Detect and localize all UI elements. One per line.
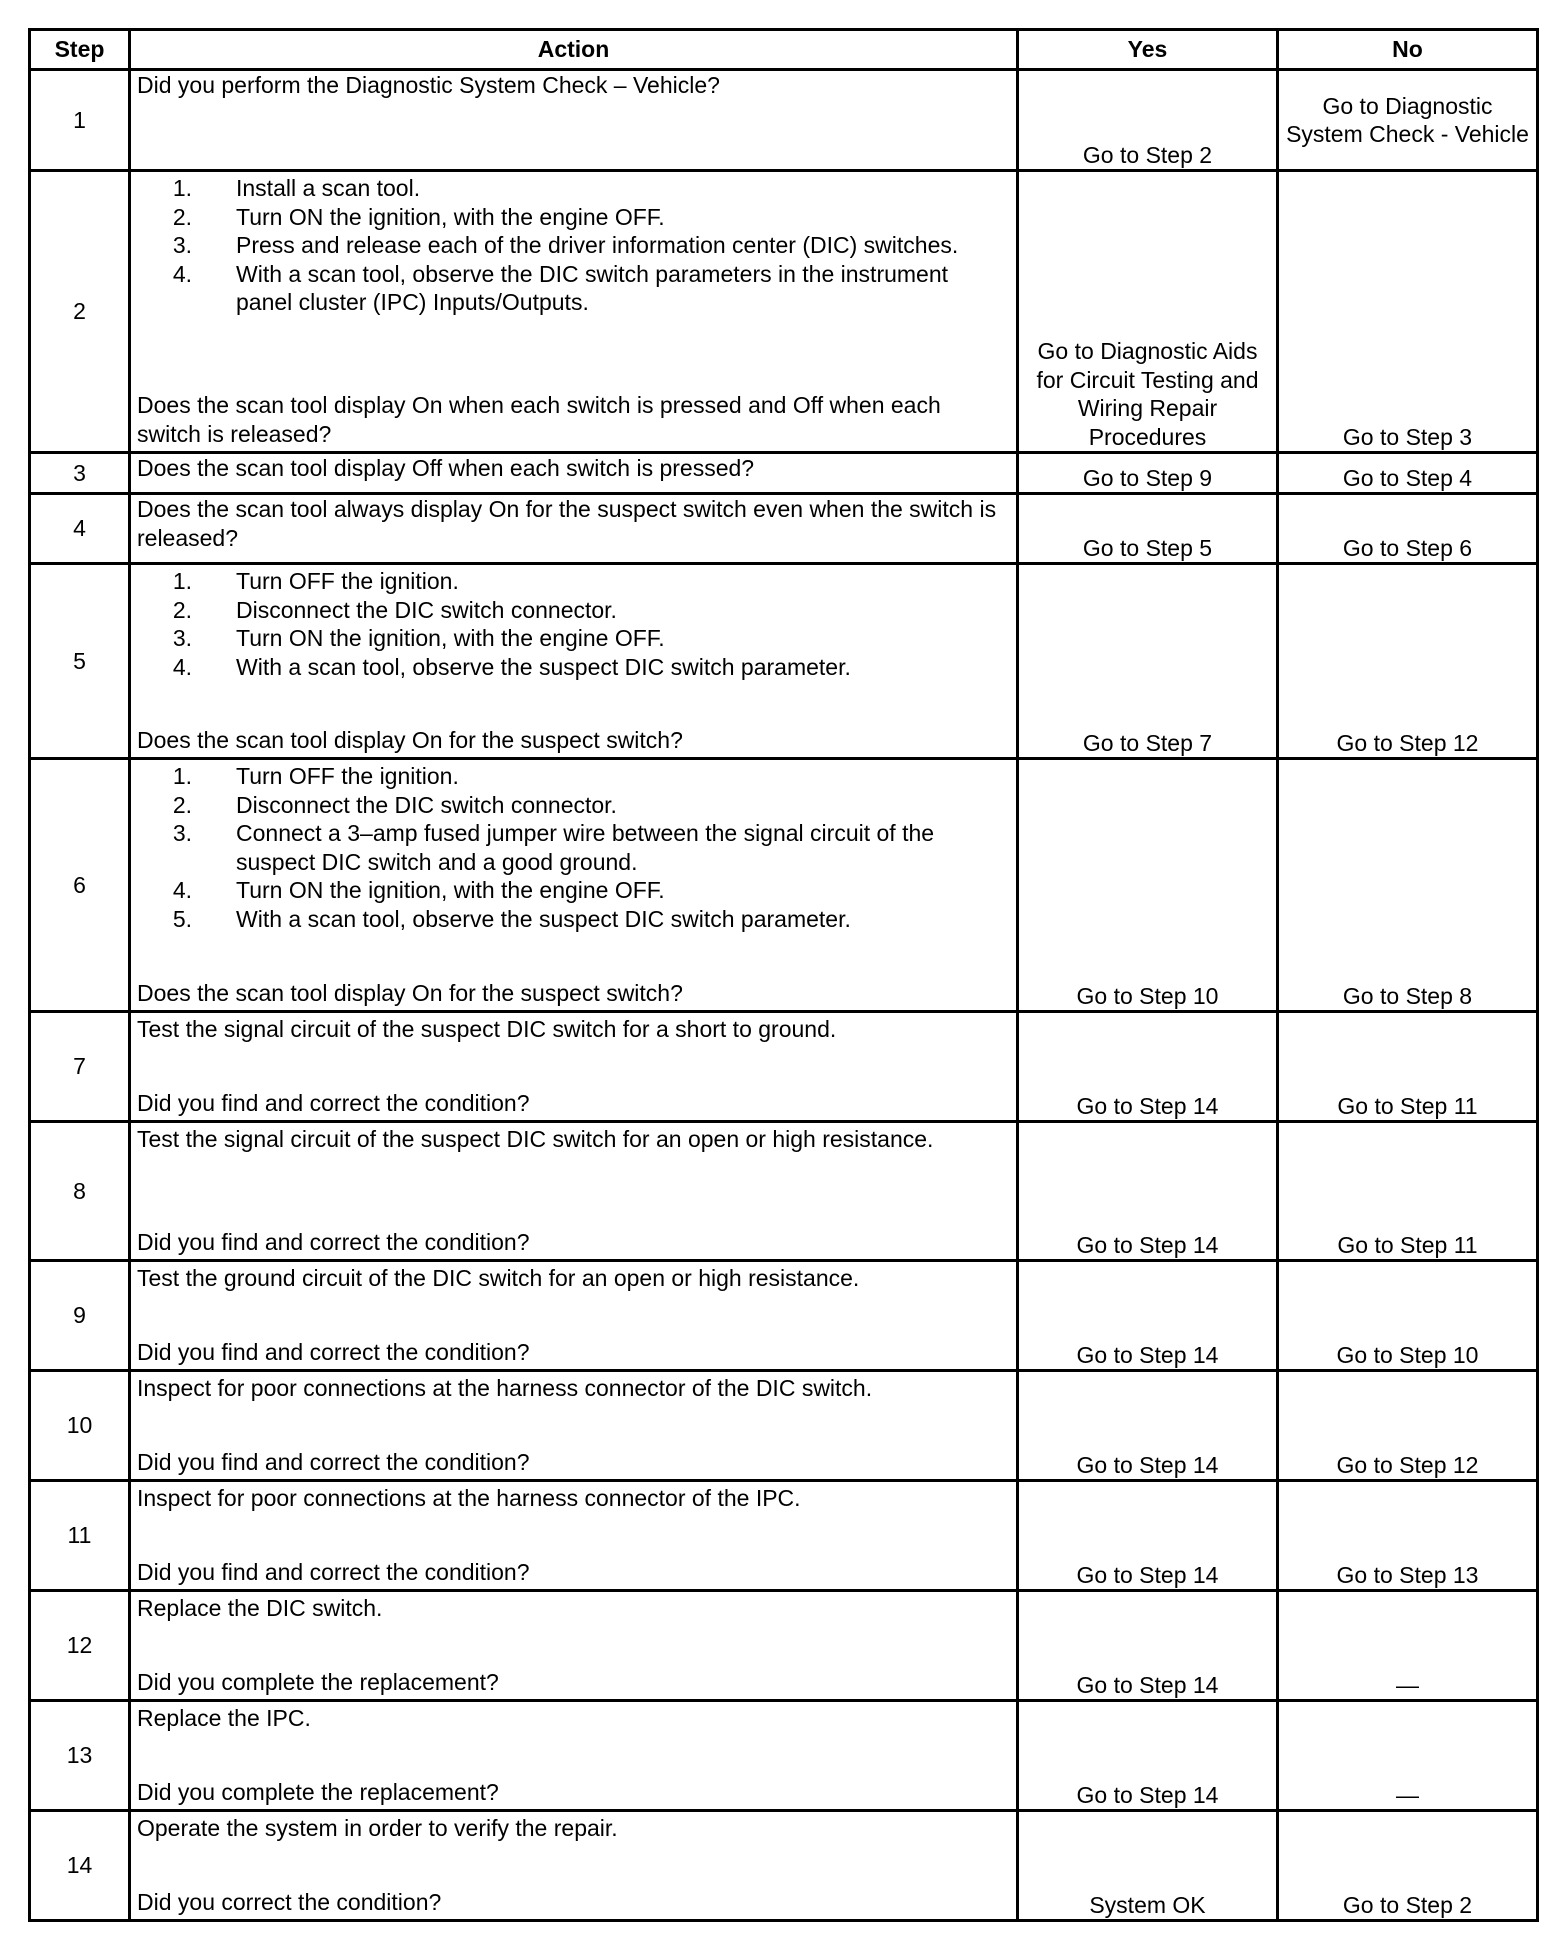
procedure-item-number: 3.: [172, 820, 192, 846]
action-instructions: [137, 1013, 1010, 1044]
action-cell: [130, 1591, 1018, 1701]
action-instruction-text: Replace the IPC.: [137, 1705, 311, 1731]
action-instruction-text: Test the ground circuit of the DIC switch for an open or high resistance.: [137, 1265, 860, 1291]
yes-result: Go to Step 14: [1018, 1701, 1278, 1811]
procedure-item-number: 4.: [172, 877, 192, 903]
procedure-item-text: Connect a 3–amp fused jumper wire between the signal circuit of the suspect DIC switch and a good ground.: [236, 820, 935, 875]
procedure-item-text: Turn OFF the ignition.: [236, 763, 459, 789]
no-result: Go to Step 11: [1278, 1012, 1538, 1122]
no-result: Go to Step 12: [1278, 564, 1538, 759]
action-content: [137, 1592, 1010, 1696]
action-question: Does the scan tool display On for the suspect switch?: [137, 979, 683, 1006]
step-number: 13: [30, 1701, 130, 1811]
table-row: [30, 1122, 1538, 1261]
action-instructions: [137, 1262, 1010, 1293]
action-question: Does the scan tool always display On for the suspect switch even when the switch is released?: [137, 496, 997, 551]
no-result: Go to Step 6: [1278, 494, 1538, 564]
procedure-item-number: 1.: [172, 763, 192, 789]
table-row: [30, 564, 1538, 759]
action-instructions: [137, 172, 1010, 317]
step-number: 8: [30, 1122, 130, 1261]
action-instructions: [137, 1123, 1010, 1154]
action-cell: [130, 1481, 1018, 1591]
procedure-list: [137, 762, 1010, 933]
action-question: Did you find and correct the condition?: [137, 1338, 530, 1365]
action-question: Did you find and correct the condition?: [137, 1228, 530, 1255]
action-question: Did you find and correct the condition?: [137, 1089, 530, 1116]
no-result: Go to Step 12: [1278, 1371, 1538, 1481]
no-result: Go to Step 10: [1278, 1261, 1538, 1371]
procedure-item-text: With a scan tool, observe the DIC switch parameters in the instrument panel cluster (IPC) Inputs/Outputs.: [236, 260, 949, 315]
action-content: [137, 1702, 1010, 1806]
action-instructions: [137, 1372, 1010, 1403]
action-question: Does the scan tool display On when each switch is pressed and Off when each switch is released?: [137, 392, 941, 447]
procedure-item-number: 1.: [172, 175, 192, 201]
action-question: Did you complete the replacement?: [137, 1778, 499, 1805]
action-cell: [130, 1701, 1018, 1811]
action-instruction-text: Test the signal circuit of the suspect DIC switch for a short to ground.: [137, 1016, 837, 1042]
procedure-item-number: 3.: [172, 232, 192, 258]
table-row: [30, 1012, 1538, 1122]
action-content: [137, 565, 1010, 754]
action-instructions: [137, 1482, 1010, 1513]
procedure-item-text: Turn OFF the ignition.: [236, 568, 459, 594]
table-row: [30, 1371, 1538, 1481]
header-yes: Yes: [1018, 30, 1278, 70]
action-cell: [130, 1371, 1018, 1481]
action-question: Did you perform the Diagnostic System Check – Vehicle?: [137, 72, 720, 98]
table-row: [30, 1811, 1538, 1921]
procedure-item-text: Turn ON the ignition, with the engine OFF.: [236, 877, 665, 903]
procedure-item: [137, 596, 1010, 625]
action-cell: [130, 1012, 1018, 1122]
no-result: Go to Step 3: [1278, 171, 1538, 453]
action-content: [137, 1372, 1010, 1476]
action-cell: [130, 70, 1018, 171]
step-number: 14: [30, 1811, 130, 1921]
action-question: Does the scan tool display Off when each switch is pressed?: [137, 455, 755, 481]
action-content: [137, 1013, 1010, 1117]
table-row: [30, 171, 1538, 453]
step-number: 11: [30, 1481, 130, 1591]
step-number: 10: [30, 1371, 130, 1481]
yes-result: Go to Step 10: [1018, 759, 1278, 1012]
step-number: 4: [30, 494, 130, 564]
no-result: Go to Diagnostic System Check - Vehicle: [1278, 70, 1538, 171]
procedure-item: [137, 231, 1010, 260]
no-result: Go to Step 13: [1278, 1481, 1538, 1591]
yes-result: Go to Step 5: [1018, 494, 1278, 564]
procedure-item: [137, 567, 1010, 596]
action-instructions: [137, 565, 1010, 681]
table-body: [30, 70, 1538, 1921]
action-instruction-text: Inspect for poor connections at the harness connector of the DIC switch.: [137, 1375, 873, 1401]
procedure-item-text: With a scan tool, observe the suspect DIC switch parameter.: [236, 905, 851, 932]
action-cell: [130, 453, 1018, 494]
header-step: Step: [30, 30, 130, 70]
step-number: 9: [30, 1261, 130, 1371]
action-instruction-text: Inspect for poor connections at the harness connector of the IPC.: [137, 1485, 801, 1511]
header-no: No: [1278, 30, 1538, 70]
table-row: [30, 70, 1538, 171]
procedure-item-text: Disconnect the DIC switch connector.: [236, 596, 617, 623]
yes-result: System OK: [1018, 1811, 1278, 1921]
yes-result: Go to Step 14: [1018, 1261, 1278, 1371]
action-instruction-text: Replace the DIC switch.: [137, 1595, 383, 1621]
no-result: —: [1278, 1591, 1538, 1701]
procedure-item: [137, 174, 1010, 203]
procedure-item: [137, 624, 1010, 653]
action-content: [137, 760, 1010, 1007]
action-cell: [130, 1122, 1018, 1261]
action-question: Did you find and correct the condition?: [137, 1558, 530, 1585]
procedure-item-text: Turn ON the ignition, with the engine OFF.: [236, 625, 665, 651]
procedure-item-number: 4.: [172, 653, 192, 680]
action-question: Did you find and correct the condition?: [137, 1448, 530, 1475]
procedure-item: [137, 203, 1010, 232]
procedure-item: [137, 876, 1010, 905]
procedure-item-text: Install a scan tool.: [236, 175, 421, 201]
procedure-item-number: 3.: [172, 625, 192, 651]
header-action: Action: [130, 30, 1018, 70]
action-content: [137, 172, 1010, 448]
procedure-item: [137, 791, 1010, 820]
step-number: 7: [30, 1012, 130, 1122]
action-instructions: [137, 760, 1010, 933]
procedure-list: [137, 174, 1010, 317]
no-result: Go to Step 11: [1278, 1122, 1538, 1261]
action-content: [137, 1123, 1010, 1256]
yes-result: Go to Step 14: [1018, 1481, 1278, 1591]
step-number: 2: [30, 171, 130, 453]
step-number: 1: [30, 70, 130, 171]
action-cell: [130, 171, 1018, 453]
action-instructions: [137, 1702, 1010, 1733]
step-number: 5: [30, 564, 130, 759]
yes-result: Go to Diagnostic Aids for Circuit Testing and Wiring Repair Procedures: [1018, 171, 1278, 453]
procedure-item-number: 1.: [172, 568, 192, 594]
procedure-item-text: Press and release each of the driver information center (DIC) switches.: [236, 232, 959, 258]
yes-result: Go to Step 9: [1018, 453, 1278, 494]
procedure-item-text: With a scan tool, observe the suspect DIC switch parameter.: [236, 653, 851, 680]
yes-result: Go to Step 7: [1018, 564, 1278, 759]
action-question: Did you correct the condition?: [137, 1888, 442, 1915]
procedure-list: [137, 567, 1010, 681]
procedure-item-number: 4.: [172, 260, 192, 287]
yes-result: Go to Step 14: [1018, 1122, 1278, 1261]
step-number: 6: [30, 759, 130, 1012]
yes-result: Go to Step 14: [1018, 1012, 1278, 1122]
procedure-item-number: 2.: [172, 203, 192, 230]
procedure-item: [137, 819, 1010, 876]
action-instructions: [137, 1812, 1010, 1843]
action-cell: [130, 1811, 1018, 1921]
action-question: Did you complete the replacement?: [137, 1668, 499, 1695]
table-row: [30, 1261, 1538, 1371]
action-cell: [130, 494, 1018, 564]
diagnostic-document: [28, 28, 1539, 1922]
action-content: [137, 1812, 1010, 1916]
table-row: [30, 453, 1538, 494]
procedure-item: [137, 905, 1010, 934]
action-cell: [130, 564, 1018, 759]
procedure-item-number: 2.: [172, 596, 192, 623]
yes-result: Go to Step 14: [1018, 1591, 1278, 1701]
action-question: Does the scan tool display On for the suspect switch?: [137, 726, 683, 753]
no-result: Go to Step 2: [1278, 1811, 1538, 1921]
procedure-item-number: 2.: [172, 791, 192, 818]
diagnostic-table: [28, 28, 1539, 1922]
procedure-item: [137, 762, 1010, 791]
table-row: [30, 759, 1538, 1012]
header-row: [30, 30, 1538, 70]
action-content: [137, 1482, 1010, 1586]
table-row: [30, 1481, 1538, 1591]
procedure-item: [137, 260, 1010, 317]
action-cell: [130, 1261, 1018, 1371]
table-row: [30, 494, 1538, 564]
step-number: 3: [30, 453, 130, 494]
action-content: [137, 495, 1010, 559]
yes-result: Go to Step 14: [1018, 1371, 1278, 1481]
step-number: 12: [30, 1591, 130, 1701]
no-result: Go to Step 4: [1278, 453, 1538, 494]
procedure-item-number: 5.: [172, 905, 192, 932]
action-instruction-text: Operate the system in order to verify the repair.: [137, 1815, 618, 1841]
table-row: [30, 1701, 1538, 1811]
action-instructions: [137, 1592, 1010, 1623]
action-cell: [130, 759, 1018, 1012]
action-content: [137, 71, 1010, 166]
table-row: [30, 1591, 1538, 1701]
action-content: [137, 454, 1010, 489]
yes-result: Go to Step 2: [1018, 70, 1278, 171]
action-instruction-text: Test the signal circuit of the suspect DIC switch for an open or high resistance.: [137, 1126, 934, 1152]
procedure-item-text: Turn ON the ignition, with the engine OFF.: [236, 203, 665, 230]
procedure-item: [137, 653, 1010, 682]
no-result: —: [1278, 1701, 1538, 1811]
procedure-item-text: Disconnect the DIC switch connector.: [236, 791, 617, 818]
action-content: [137, 1262, 1010, 1366]
no-result: Go to Step 8: [1278, 759, 1538, 1012]
